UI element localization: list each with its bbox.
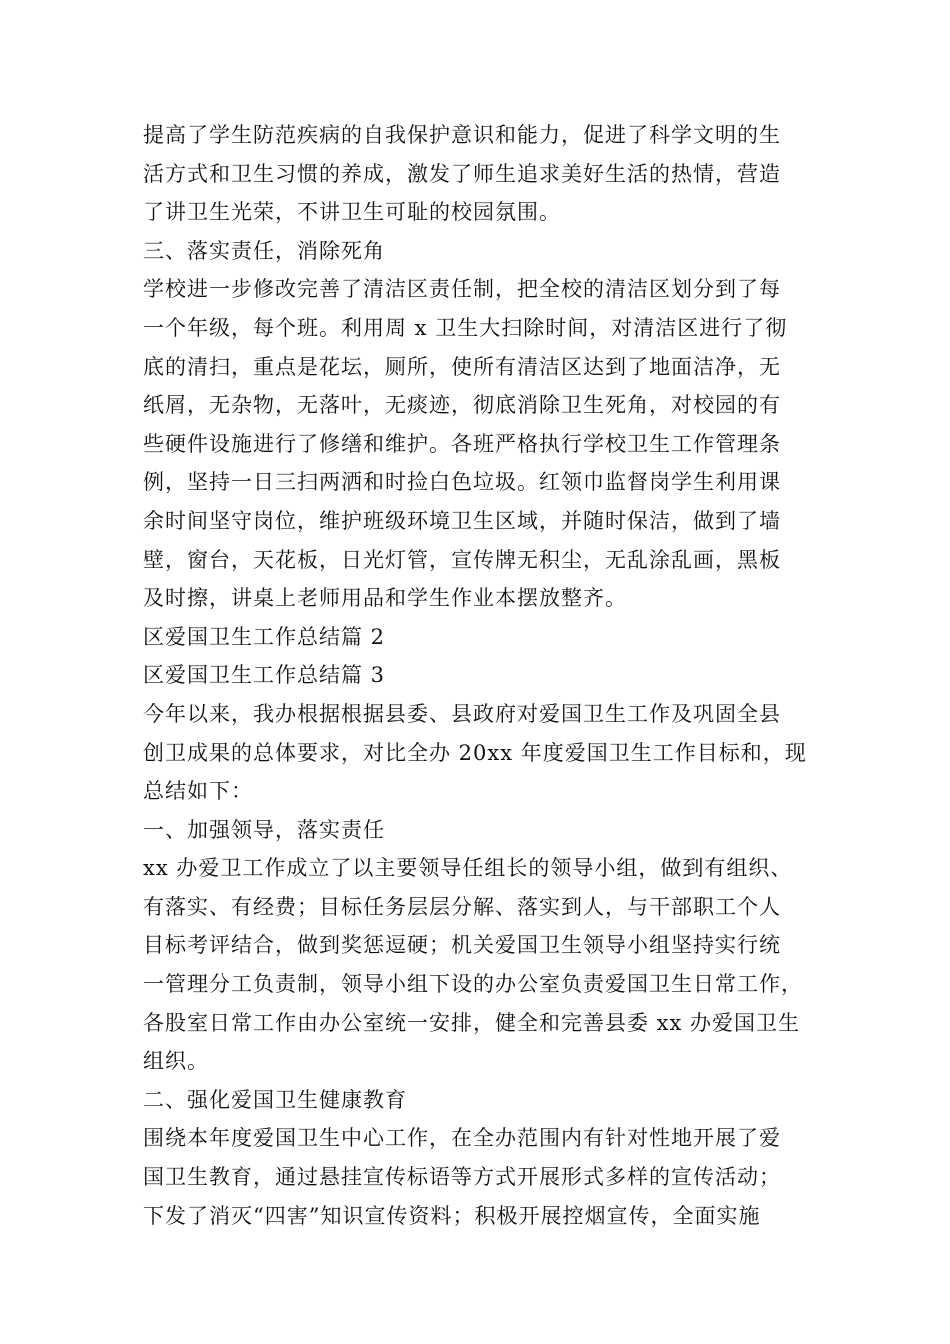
text-line: 有落实、有经费；目标任务层层分解、落实到人，与干部职工个人 xyxy=(143,894,781,919)
text-line: 今年以来，我办根据根据县委、县政府对爱国卫生工作及巩固全县 xyxy=(143,701,781,726)
article-title: 区爱国卫生工作总结篇 2 xyxy=(143,624,386,649)
text-line: 些硬件设施进行了修缮和维护。各班严格执行学校卫生工作管理条 xyxy=(143,431,781,456)
document-body xyxy=(143,116,813,1235)
text-line: 底的清扫，重点是花坛，厕所，使所有清洁区达到了地面洁净，无 xyxy=(143,354,781,379)
text-line: 一个年级，每个班。利用周 x 卫生大扫除时间，对清洁区进行了彻 xyxy=(143,315,788,340)
text-line: 组织。 xyxy=(143,1049,209,1074)
text-line: xx 办爱卫工作成立了以主要领导任组长的领导小组，做到有组织、 xyxy=(143,856,793,881)
text-line: 围绕本年度爱国卫生中心工作，在全办范围内有针对性地开展了爱 xyxy=(143,1126,781,1151)
text-line: 创卫成果的总体要求，对比全办 20xx 年度爱国卫生工作目标和，现 xyxy=(143,740,807,765)
text-line: 壁，窗台，天花板，日光灯管，宣传牌无积尘，无乱涂乱画，黑板 xyxy=(143,547,781,572)
text-line: 活方式和卫生习惯的养成，激发了师生追求美好生活的热情，营造 xyxy=(143,161,781,186)
text-line: 各股室日常工作由办公室统一安排，健全和完善县委 xx 办爱国卫生 xyxy=(143,1010,801,1035)
text-line: 下发了消灭“四害”知识宣传资料；积极开展控烟宣传，全面实施 xyxy=(143,1203,761,1228)
text-line: 例，坚持一日三扫两洒和时捡白色垃圾。红领巾监督岗学生利用课 xyxy=(143,470,781,495)
text-line: 及时擦，讲桌上老师用品和学生作业本摆放整齐。 xyxy=(143,586,627,611)
text-line: 提高了学生防范疾病的自我保护意识和能力，促进了科学文明的生 xyxy=(143,123,781,147)
text-line: 了讲卫生光荣，不讲卫生可耻的校园氛围。 xyxy=(143,200,561,225)
text-line: 目标考评结合，做到奖惩逗硬；机关爱国卫生领导小组坚持实行统 xyxy=(143,933,781,958)
text-line: 国卫生教育，通过悬挂宣传标语等方式开展形式多样的宣传活动； xyxy=(143,1165,781,1190)
text-line: 一管理分工负责制，领导小组下设的办公室负责爱国卫生日常工作， xyxy=(143,972,803,997)
section-heading: 一、加强领导，落实责任 xyxy=(143,817,385,842)
text-line: 学校进一步修改完善了清洁区责任制，把全校的清洁区划分到了每 xyxy=(143,277,781,302)
section-heading: 二、强化爱国卫生健康教育 xyxy=(143,1087,407,1112)
article-title: 区爱国卫生工作总结篇 3 xyxy=(143,663,386,688)
text-line: 纸屑，无杂物，无落叶，无痰迹，彻底消除卫生死角，对校园的有 xyxy=(143,393,781,418)
text-line: 余时间坚守岗位，维护班级环境卫生区域，并随时保洁，做到了墙 xyxy=(143,508,781,533)
section-heading: 三、落实责任，消除死角 xyxy=(143,238,385,263)
text-line: 总结如下： xyxy=(143,779,253,804)
